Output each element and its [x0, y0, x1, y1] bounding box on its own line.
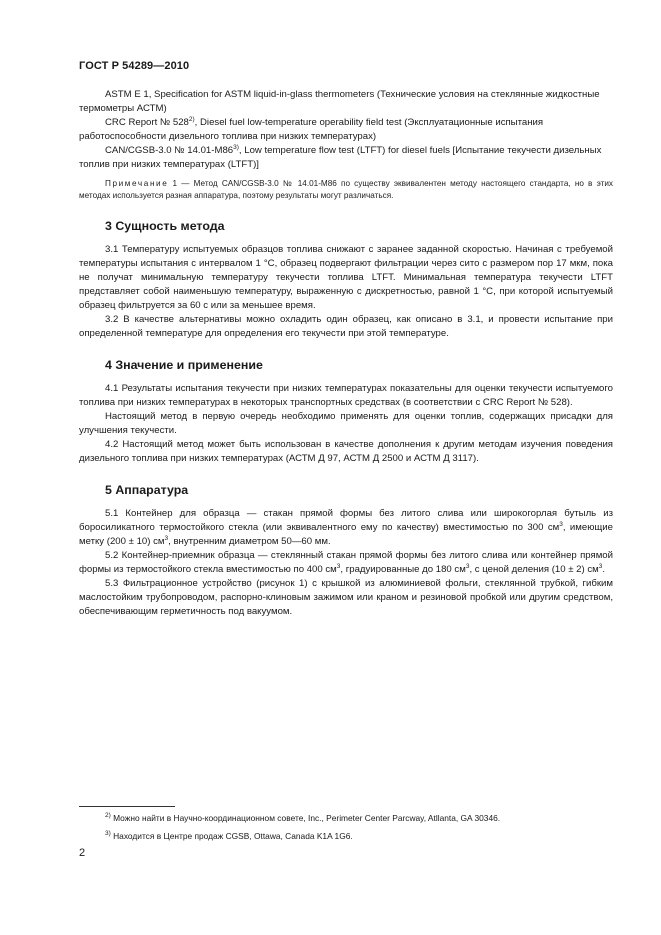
text-run: .	[602, 564, 606, 575]
paragraph-3-1: 3.1 Температуру испытуемых образцов топлива снижают с заранее заданной скоростью. Начиная с требуемой температуры испытания с интервалом 1 °С, образец подвергают фильтрации через сито с размером пор 17 мкм, пока не получат минимальную температуру текучести топлива LTFT. Минимальная температура текучести LTFT представляет собой наименьшую температуру, выраженную с дискретностью, равной 1 °С, при которой испытуемый образец фильтруется за 60 с или за меньшее время.	[79, 244, 613, 311]
text-run: , имеющие метку (200 ± 10) см	[79, 522, 613, 547]
superscript: 3	[598, 563, 603, 570]
references-list	[79, 88, 613, 172]
footnotes	[79, 806, 613, 848]
footnote-divider	[79, 806, 175, 807]
reference-title: CRC Report № 528	[105, 117, 189, 128]
text-run: 5.1 Контейнер для образца — стакан прямой формы без литого слива или широкогорлая бутыль из боросиликатного термостойкого стекла (или эквивалентного ему по качеству) вместимостью по 300 см	[79, 508, 613, 533]
section-5-heading: 5 Аппаратура	[105, 483, 189, 497]
text-run: , градуированные до 180 см	[340, 564, 466, 575]
paragraph-5-1	[79, 507, 613, 549]
page-number: 2	[79, 847, 86, 859]
footnote-marker: 2)	[188, 116, 195, 123]
note-text: 1 — Метод CAN/CGSB-3.0 № 14.01-M86 по существу эквивалентен методу настоящего стандарта, но в этих методах используется разная аппаратура, поэтому результаты могут различаться.	[79, 179, 613, 200]
footnote-text: Можно найти в Научно-координационном совете, Inc., Perimeter Center Parcway, Atllanta, GA 30346.	[110, 813, 501, 823]
paragraph-5-3: 5.3 Фильтрационное устройство (рисунок 1) с крышкой из алюминиевой фольги, стеклянной трубкой, гибким маслостойким трубопроводом, распорно-клиновым зажимом или краном и резиновой пробкой или другим средством, обеспечивающим герметичность под вакуумом.	[79, 578, 613, 617]
footnote-3	[79, 830, 613, 843]
text-run: 5.2 Контейнер-приемник образца — стеклянный стакан прямой формы без литого слива или контейнер прямой формы из термостойкого стекла вместимостью по 400 см	[79, 550, 613, 575]
footnote-mark: 2)	[105, 812, 111, 819]
footnote-text: Находится в Центре продаж CGSB, Ottawa, Canada K1A 1G6.	[110, 831, 353, 841]
reference-description: , Low temperature flow test (LTFT) for diesel fuels [Испытание текучести дизельных топлив при низких температурах (LTFT)]	[79, 145, 602, 170]
note	[79, 178, 613, 202]
superscript: 3	[465, 563, 470, 570]
document-header: ГОСТ Р 54289—2010	[79, 60, 190, 72]
reference-can-cgsb	[79, 144, 613, 172]
footnote-mark: 3)	[105, 830, 111, 837]
page-content	[79, 88, 613, 619]
section-3-heading: 3 Сущность метода	[105, 219, 225, 233]
superscript: 3	[559, 521, 563, 528]
footnote-marker: 3)	[233, 144, 239, 151]
paragraph-4-1-note: Настоящий метод в первую очередь необходимо применять для оценки топлив, содержащих присадки для улучшения текучести.	[79, 411, 613, 436]
text-run: , внутренним диаметром 50—60 мм.	[168, 536, 331, 547]
paragraph-3-2: 3.2 В качестве альтернативы можно охладить один образец, как описано в 3.1, и провести испытание при определенной температуре для определения его текучести при этой температуре.	[79, 314, 613, 339]
reference-title: CAN/CGSB-3.0 № 14.01-M86	[105, 145, 234, 156]
reference-description: , Diesel fuel low-temperature operability field test (Эксплуатационные испытания работоспособности дизельного топлива при низких температурах)	[79, 117, 544, 142]
superscript: 3	[164, 535, 169, 542]
footnote-2	[79, 812, 613, 825]
note-label: Примечание	[105, 179, 169, 188]
paragraph-4-1: 4.1 Результаты испытания текучести при низких температурах показательны для оценки текучести испытуемого топлива при низких температурах в некоторых транспортных средствах (в соответствии с CRC Report № 528).	[79, 383, 613, 408]
reference-crc-report	[79, 116, 613, 144]
section-4-heading: 4 Значение и применение	[105, 358, 263, 372]
reference-astm-e1: ASTM E 1, Specification for ASTM liquid-in-glass thermometers (Технические условия на стеклянные жидкостные термометры АСТМ)	[79, 89, 600, 114]
paragraph-5-2	[79, 549, 613, 577]
superscript: 3	[336, 563, 341, 570]
paragraph-4-2: 4.2 Настоящий метод может быть использован в качестве дополнения к другим методам изучения поведения дизельного топлива при низких температурах (АСТМ Д 97, АСТМ Д 2500 и АСТМ Д 3117).	[79, 439, 613, 464]
text-run: , с ценой деления (10 ± 2) см	[469, 564, 599, 575]
